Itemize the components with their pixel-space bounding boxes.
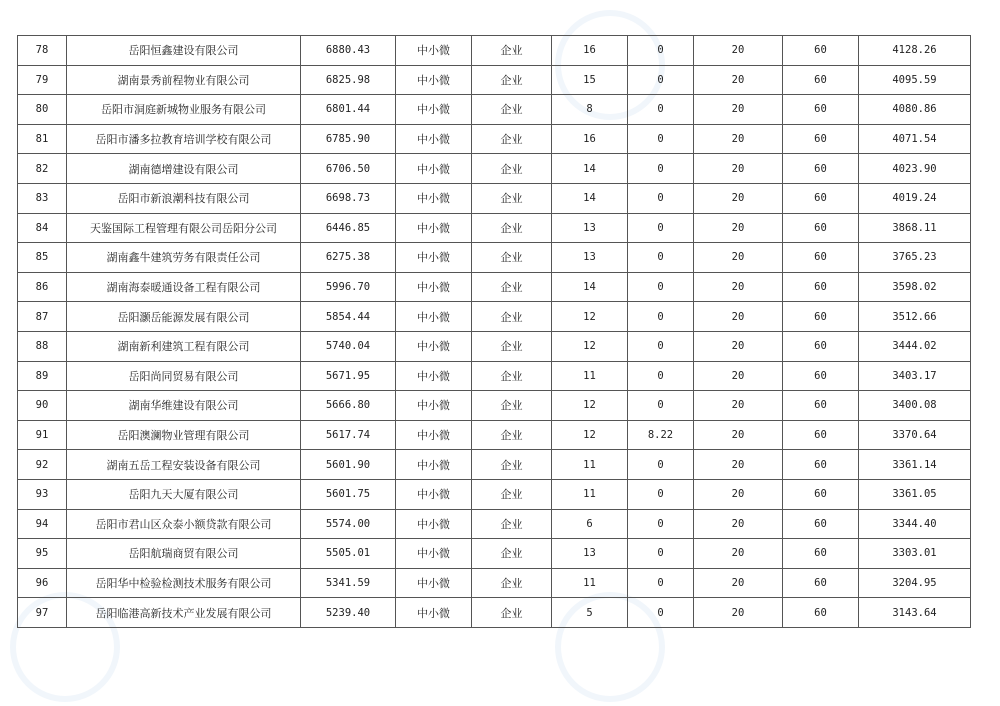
cell-amount: 5617.74: [301, 420, 396, 450]
cell-total: 4019.24: [859, 183, 971, 213]
cell-score-1: 15: [552, 65, 628, 95]
cell-score-1: 12: [552, 302, 628, 332]
cell-company-name: 岳阳临港高新技术产业发展有限公司: [67, 598, 301, 628]
cell-score-3: 20: [694, 568, 783, 598]
cell-enterprise-size: 中小微: [396, 183, 472, 213]
table-row: [18, 331, 971, 361]
cell-entity-type: 企业: [472, 213, 552, 243]
cell-total: 3598.02: [859, 272, 971, 302]
table-row: [18, 243, 971, 273]
cell-total: 3361.05: [859, 479, 971, 509]
cell-score-4: 60: [783, 95, 859, 125]
cell-total: 3361.14: [859, 450, 971, 480]
cell-entity-type: 企业: [472, 479, 552, 509]
cell-entity-type: 企业: [472, 450, 552, 480]
cell-score-4: 60: [783, 302, 859, 332]
cell-enterprise-size: 中小微: [396, 509, 472, 539]
cell-score-3: 20: [694, 450, 783, 480]
cell-score-2: 0: [628, 65, 694, 95]
cell-rank: 89: [18, 361, 67, 391]
cell-entity-type: 企业: [472, 154, 552, 184]
cell-amount: 6785.90: [301, 124, 396, 154]
cell-score-2: 0: [628, 124, 694, 154]
table-row: [18, 213, 971, 243]
table-row: [18, 391, 971, 421]
cell-score-2: 0: [628, 598, 694, 628]
cell-total: 3403.17: [859, 361, 971, 391]
cell-amount: 6801.44: [301, 95, 396, 125]
table-row: [18, 95, 971, 125]
cell-total: 3400.08: [859, 391, 971, 421]
cell-rank: 82: [18, 154, 67, 184]
cell-score-4: 60: [783, 243, 859, 273]
cell-company-name: 湖南景秀前程物业有限公司: [67, 65, 301, 95]
cell-amount: 5341.59: [301, 568, 396, 598]
cell-company-name: 湖南新利建筑工程有限公司: [67, 331, 301, 361]
cell-enterprise-size: 中小微: [396, 479, 472, 509]
cell-score-1: 12: [552, 331, 628, 361]
cell-score-3: 20: [694, 65, 783, 95]
cell-score-2: 0: [628, 331, 694, 361]
table-body: [18, 36, 971, 628]
cell-company-name: 岳阳航瑞商贸有限公司: [67, 539, 301, 569]
cell-entity-type: 企业: [472, 272, 552, 302]
cell-amount: 6706.50: [301, 154, 396, 184]
cell-amount: 5574.00: [301, 509, 396, 539]
cell-score-2: 0: [628, 568, 694, 598]
cell-entity-type: 企业: [472, 420, 552, 450]
cell-score-4: 60: [783, 479, 859, 509]
cell-entity-type: 企业: [472, 243, 552, 273]
cell-score-1: 6: [552, 509, 628, 539]
cell-total: 4095.59: [859, 65, 971, 95]
cell-score-4: 60: [783, 598, 859, 628]
cell-score-2: 0: [628, 154, 694, 184]
cell-amount: 6880.43: [301, 36, 396, 66]
cell-score-2: 0: [628, 391, 694, 421]
cell-score-3: 20: [694, 124, 783, 154]
cell-amount: 6275.38: [301, 243, 396, 273]
cell-rank: 80: [18, 95, 67, 125]
cell-score-1: 8: [552, 95, 628, 125]
cell-enterprise-size: 中小微: [396, 36, 472, 66]
cell-company-name: 湖南五岳工程安装设备有限公司: [67, 450, 301, 480]
cell-score-1: 13: [552, 213, 628, 243]
cell-score-3: 20: [694, 509, 783, 539]
cell-total: 3868.11: [859, 213, 971, 243]
cell-score-1: 13: [552, 243, 628, 273]
cell-entity-type: 企业: [472, 65, 552, 95]
cell-amount: 5505.01: [301, 539, 396, 569]
cell-score-1: 12: [552, 391, 628, 421]
cell-score-3: 20: [694, 243, 783, 273]
cell-score-4: 60: [783, 509, 859, 539]
cell-rank: 84: [18, 213, 67, 243]
cell-score-4: 60: [783, 568, 859, 598]
cell-company-name: 湖南德增建设有限公司: [67, 154, 301, 184]
cell-entity-type: 企业: [472, 124, 552, 154]
cell-score-1: 5: [552, 598, 628, 628]
cell-total: 3303.01: [859, 539, 971, 569]
cell-score-1: 12: [552, 420, 628, 450]
cell-score-1: 11: [552, 568, 628, 598]
cell-score-1: 11: [552, 450, 628, 480]
cell-entity-type: 企业: [472, 36, 552, 66]
cell-score-3: 20: [694, 361, 783, 391]
table-row: [18, 36, 971, 66]
cell-score-2: 0: [628, 272, 694, 302]
cell-company-name: 天鉴国际工程管理有限公司岳阳分公司: [67, 213, 301, 243]
cell-enterprise-size: 中小微: [396, 361, 472, 391]
cell-score-4: 60: [783, 124, 859, 154]
cell-enterprise-size: 中小微: [396, 272, 472, 302]
cell-rank: 93: [18, 479, 67, 509]
cell-score-4: 60: [783, 272, 859, 302]
cell-score-2: 8.22: [628, 420, 694, 450]
cell-company-name: 湖南海泰暖通设备工程有限公司: [67, 272, 301, 302]
cell-score-2: 0: [628, 95, 694, 125]
cell-score-4: 60: [783, 183, 859, 213]
table-row: [18, 509, 971, 539]
cell-company-name: 岳阳市潘多拉教育培训学校有限公司: [67, 124, 301, 154]
cell-total: 3444.02: [859, 331, 971, 361]
cell-rank: 92: [18, 450, 67, 480]
cell-score-1: 14: [552, 272, 628, 302]
cell-company-name: 岳阳澳澜物业管理有限公司: [67, 420, 301, 450]
cell-score-4: 60: [783, 213, 859, 243]
cell-entity-type: 企业: [472, 183, 552, 213]
cell-score-4: 60: [783, 65, 859, 95]
cell-total: 3512.66: [859, 302, 971, 332]
cell-score-2: 0: [628, 509, 694, 539]
cell-score-3: 20: [694, 213, 783, 243]
cell-company-name: 岳阳九天大厦有限公司: [67, 479, 301, 509]
cell-enterprise-size: 中小微: [396, 539, 472, 569]
table-row: [18, 539, 971, 569]
cell-rank: 97: [18, 598, 67, 628]
cell-entity-type: 企业: [472, 331, 552, 361]
cell-score-4: 60: [783, 420, 859, 450]
cell-score-3: 20: [694, 331, 783, 361]
table-row: [18, 361, 971, 391]
ranking-table: [17, 35, 971, 628]
cell-score-4: 60: [783, 450, 859, 480]
cell-entity-type: 企业: [472, 568, 552, 598]
cell-score-2: 0: [628, 36, 694, 66]
cell-score-3: 20: [694, 183, 783, 213]
cell-amount: 5740.04: [301, 331, 396, 361]
cell-score-3: 20: [694, 391, 783, 421]
cell-score-3: 20: [694, 539, 783, 569]
cell-total: 3344.40: [859, 509, 971, 539]
cell-rank: 90: [18, 391, 67, 421]
cell-score-4: 60: [783, 391, 859, 421]
cell-amount: 5996.70: [301, 272, 396, 302]
cell-enterprise-size: 中小微: [396, 598, 472, 628]
cell-entity-type: 企业: [472, 598, 552, 628]
cell-rank: 78: [18, 36, 67, 66]
cell-amount: 5601.90: [301, 450, 396, 480]
cell-score-3: 20: [694, 95, 783, 125]
cell-score-3: 20: [694, 420, 783, 450]
cell-amount: 5239.40: [301, 598, 396, 628]
cell-score-4: 60: [783, 361, 859, 391]
cell-entity-type: 企业: [472, 361, 552, 391]
cell-rank: 83: [18, 183, 67, 213]
cell-score-1: 13: [552, 539, 628, 569]
cell-amount: 6698.73: [301, 183, 396, 213]
cell-rank: 91: [18, 420, 67, 450]
cell-total: 4023.90: [859, 154, 971, 184]
cell-enterprise-size: 中小微: [396, 154, 472, 184]
cell-score-2: 0: [628, 450, 694, 480]
cell-enterprise-size: 中小微: [396, 65, 472, 95]
cell-rank: 86: [18, 272, 67, 302]
table-row: [18, 183, 971, 213]
cell-entity-type: 企业: [472, 95, 552, 125]
cell-entity-type: 企业: [472, 391, 552, 421]
cell-company-name: 湖南鑫牛建筑劳务有限责任公司: [67, 243, 301, 273]
cell-amount: 6825.98: [301, 65, 396, 95]
cell-enterprise-size: 中小微: [396, 95, 472, 125]
cell-enterprise-size: 中小微: [396, 391, 472, 421]
cell-score-1: 11: [552, 361, 628, 391]
cell-amount: 5854.44: [301, 302, 396, 332]
cell-enterprise-size: 中小微: [396, 213, 472, 243]
cell-amount: 5671.95: [301, 361, 396, 391]
table-row: [18, 302, 971, 332]
cell-amount: 5666.80: [301, 391, 396, 421]
cell-total: 3143.64: [859, 598, 971, 628]
cell-score-2: 0: [628, 302, 694, 332]
cell-rank: 81: [18, 124, 67, 154]
cell-total: 4071.54: [859, 124, 971, 154]
cell-enterprise-size: 中小微: [396, 124, 472, 154]
cell-score-1: 14: [552, 183, 628, 213]
cell-rank: 79: [18, 65, 67, 95]
cell-score-1: 14: [552, 154, 628, 184]
cell-total: 3370.64: [859, 420, 971, 450]
cell-score-3: 20: [694, 598, 783, 628]
cell-company-name: 湖南华维建设有限公司: [67, 391, 301, 421]
cell-score-1: 16: [552, 36, 628, 66]
cell-score-1: 11: [552, 479, 628, 509]
cell-score-1: 16: [552, 124, 628, 154]
cell-total: 3204.95: [859, 568, 971, 598]
cell-rank: 95: [18, 539, 67, 569]
table-row: [18, 420, 971, 450]
cell-score-2: 0: [628, 361, 694, 391]
cell-rank: 87: [18, 302, 67, 332]
cell-score-2: 0: [628, 213, 694, 243]
cell-amount: 5601.75: [301, 479, 396, 509]
table-row: [18, 272, 971, 302]
cell-rank: 96: [18, 568, 67, 598]
table-row: [18, 65, 971, 95]
cell-score-3: 20: [694, 272, 783, 302]
table-row: [18, 598, 971, 628]
cell-score-4: 60: [783, 331, 859, 361]
table-row: [18, 124, 971, 154]
cell-enterprise-size: 中小微: [396, 420, 472, 450]
cell-score-3: 20: [694, 479, 783, 509]
cell-rank: 94: [18, 509, 67, 539]
cell-score-4: 60: [783, 36, 859, 66]
table-row: [18, 450, 971, 480]
cell-entity-type: 企业: [472, 539, 552, 569]
cell-company-name: 岳阳市洞庭新城物业服务有限公司: [67, 95, 301, 125]
cell-total: 3765.23: [859, 243, 971, 273]
cell-company-name: 岳阳华中检验检测技术服务有限公司: [67, 568, 301, 598]
cell-company-name: 岳阳恒鑫建设有限公司: [67, 36, 301, 66]
cell-score-3: 20: [694, 36, 783, 66]
cell-company-name: 岳阳市君山区众泰小额贷款有限公司: [67, 509, 301, 539]
table-row: [18, 479, 971, 509]
cell-rank: 85: [18, 243, 67, 273]
table-row: [18, 154, 971, 184]
cell-score-4: 60: [783, 154, 859, 184]
cell-entity-type: 企业: [472, 302, 552, 332]
cell-enterprise-size: 中小微: [396, 450, 472, 480]
cell-company-name: 岳阳尚同贸易有限公司: [67, 361, 301, 391]
cell-score-2: 0: [628, 243, 694, 273]
cell-enterprise-size: 中小微: [396, 568, 472, 598]
cell-company-name: 岳阳灏岳能源发展有限公司: [67, 302, 301, 332]
table-row: [18, 568, 971, 598]
cell-total: 4128.26: [859, 36, 971, 66]
cell-enterprise-size: 中小微: [396, 302, 472, 332]
cell-entity-type: 企业: [472, 509, 552, 539]
cell-enterprise-size: 中小微: [396, 331, 472, 361]
cell-score-3: 20: [694, 154, 783, 184]
cell-score-4: 60: [783, 539, 859, 569]
cell-score-2: 0: [628, 479, 694, 509]
cell-enterprise-size: 中小微: [396, 243, 472, 273]
cell-amount: 6446.85: [301, 213, 396, 243]
cell-score-2: 0: [628, 539, 694, 569]
cell-score-2: 0: [628, 183, 694, 213]
cell-company-name: 岳阳市新浪潮科技有限公司: [67, 183, 301, 213]
cell-total: 4080.86: [859, 95, 971, 125]
cell-rank: 88: [18, 331, 67, 361]
cell-score-3: 20: [694, 302, 783, 332]
